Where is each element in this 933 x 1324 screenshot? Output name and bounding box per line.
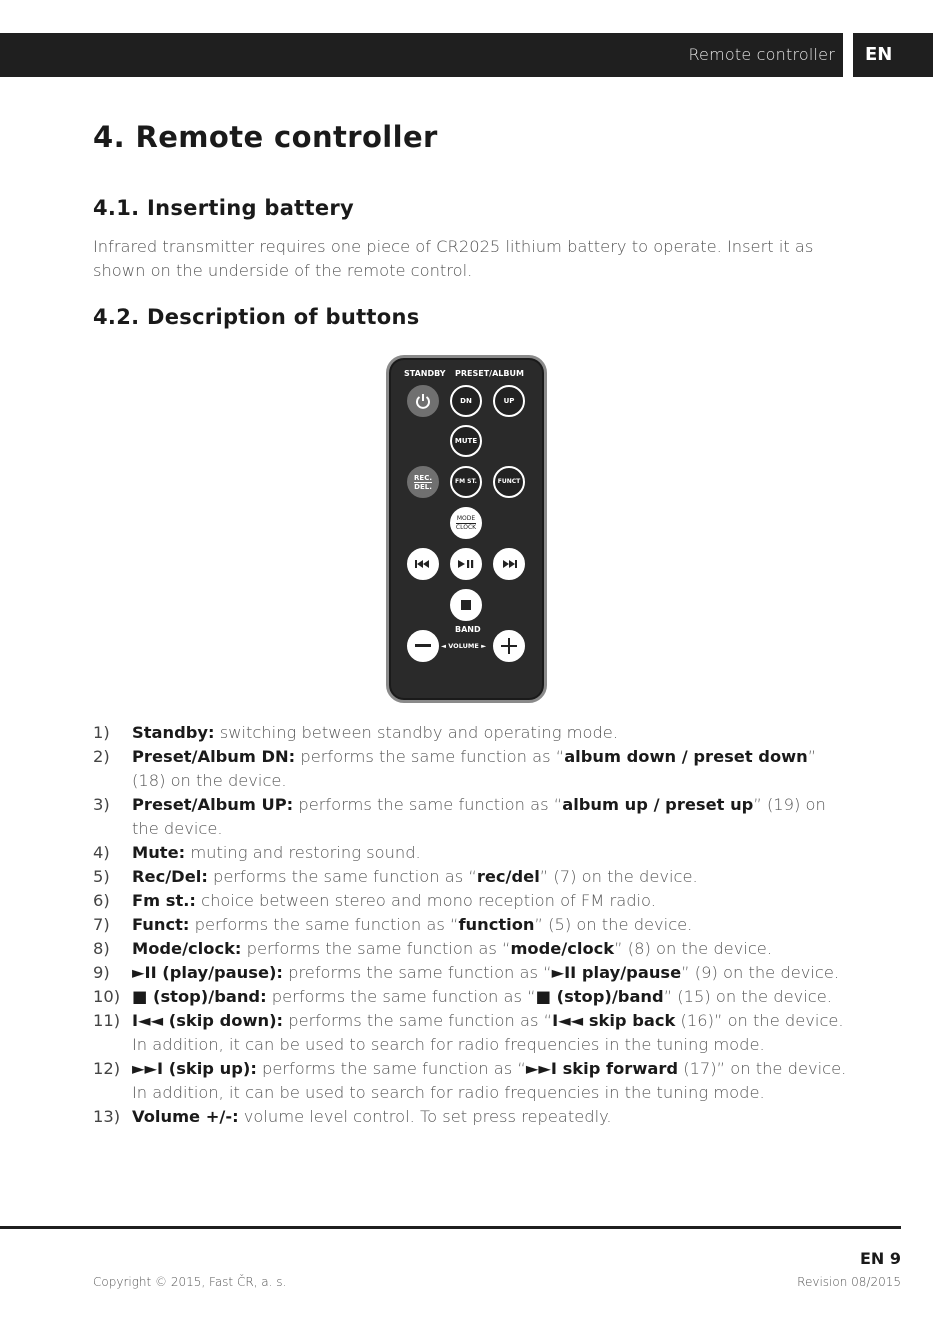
header-lang-badge: EN	[853, 33, 933, 77]
remote-standby-button	[407, 385, 439, 417]
header-section-title: Remote controller	[688, 45, 835, 64]
minus-icon	[415, 644, 431, 648]
remote-funct-button: FUNCT	[493, 466, 525, 498]
list-item-text-tail: ” (5) on the device.	[534, 915, 693, 934]
list-item-text: volume level control. To set press repeatedly.	[238, 1107, 612, 1126]
list-item-text-tail: (16)” on the device. In addition, it can be used to search for radio frequencies in the tuning mode.	[132, 1011, 844, 1054]
list-item-number: 13)	[93, 1107, 121, 1126]
list-item	[93, 985, 853, 1009]
list-item-text: switching between standby and operating mode.	[214, 723, 619, 742]
list-item-device-button: album down / preset down	[564, 747, 808, 766]
remote-label-preset-album: PRESET/ALBUM	[455, 369, 524, 378]
list-item-text: performs the same function as “	[293, 795, 563, 814]
list-item	[93, 937, 853, 961]
list-item-label: Mute:	[132, 843, 186, 862]
list-item-device-button: ►►I skip forward	[525, 1059, 679, 1078]
list-item-number: 2)	[93, 747, 110, 766]
remote-skip-forward-button	[493, 548, 525, 580]
list-item-text-tail: ” (8) on the device.	[614, 939, 772, 958]
play-pause-icon	[458, 559, 474, 569]
remote-stop-button	[450, 589, 482, 621]
list-item	[93, 913, 853, 937]
list-item-label: Rec/Del:	[132, 867, 208, 886]
list-item-text-tail: (17)” on the device. In addition, it can be used to search for radio frequencies in the tuning mode.	[132, 1059, 847, 1102]
remote-mute-button: MUTE	[450, 425, 482, 457]
list-item-label: I◄◄ (skip down):	[132, 1011, 284, 1030]
plus-icon	[501, 638, 517, 654]
revision-text: Revision 08/2015	[797, 1275, 901, 1289]
remote-control-illustration	[386, 355, 547, 703]
header-bar	[0, 33, 843, 77]
stop-icon	[461, 600, 471, 610]
list-item-number: 12)	[93, 1059, 121, 1078]
footer-divider	[0, 1226, 901, 1229]
list-item-text: performs the same function as “	[207, 867, 477, 886]
list-item	[93, 961, 853, 985]
list-item-label: ■ (stop)/band:	[132, 987, 267, 1006]
list-item	[93, 745, 853, 793]
remote-rec-label: REC.	[414, 473, 432, 482]
list-item-device-button: album up / preset up	[562, 795, 754, 814]
section-title-battery: 4.1. Inserting battery	[93, 196, 355, 220]
list-item-label: Fm st.:	[132, 891, 196, 910]
remote-volume-plus-button	[493, 630, 525, 662]
power-icon	[414, 392, 432, 410]
list-item-text: preforms the same function as “	[282, 963, 552, 982]
remote-up-button: UP	[493, 385, 525, 417]
list-item-text-tail: ” (7) on the device.	[539, 867, 698, 886]
page-number: EN 9	[859, 1249, 901, 1268]
button-description-list	[93, 721, 853, 1129]
list-item-text: performs the same function as “	[266, 987, 536, 1006]
list-item	[93, 865, 853, 889]
list-item-number: 11)	[93, 1011, 121, 1030]
list-item-label: Preset/Album UP:	[132, 795, 294, 814]
list-item-device-button: I◄◄ skip back	[552, 1011, 676, 1030]
list-item-text: performs the same function as “	[256, 1059, 526, 1078]
copyright-text: Copyright © 2015, Fast ČR, a. s.	[93, 1275, 287, 1289]
remote-rec-del-button	[407, 466, 439, 498]
remote-skip-back-button	[407, 548, 439, 580]
list-item-text-tail: ” (15) on the device.	[663, 987, 832, 1006]
list-item-number: 6)	[93, 891, 110, 910]
list-item-device-button: mode/clock	[510, 939, 615, 958]
remote-play-pause-button	[450, 548, 482, 580]
list-item-text-tail: ” (18) on the device.	[132, 747, 817, 790]
list-item-number: 1)	[93, 723, 110, 742]
list-item	[93, 1057, 853, 1105]
section-title-buttons: 4.2. Description of buttons	[93, 305, 420, 329]
list-item-label: ►II (play/pause):	[132, 963, 283, 982]
list-item-device-button: rec/del	[476, 867, 540, 886]
list-item-label: Volume +/-:	[132, 1107, 239, 1126]
list-item-device-button: function	[458, 915, 535, 934]
list-item-number: 8)	[93, 939, 110, 958]
list-item-label: Preset/Album DN:	[132, 747, 296, 766]
list-item-text-tail: ” (19) on the device.	[132, 795, 826, 838]
list-item-text: performs the same function as “	[189, 915, 459, 934]
list-item-label: Mode/clock:	[132, 939, 242, 958]
remote-mode-clock-button	[450, 507, 482, 539]
list-item	[93, 841, 853, 865]
remote-dn-button: DN	[450, 385, 482, 417]
list-item	[93, 721, 853, 745]
list-item-device-button: ■ (stop)/band	[535, 987, 664, 1006]
list-item	[93, 1009, 853, 1057]
list-item	[93, 793, 853, 841]
list-item-text: muting and restoring sound.	[185, 843, 421, 862]
list-item-text: choice between stereo and mono reception of FM radio.	[195, 891, 656, 910]
remote-volume-minus-button	[407, 630, 439, 662]
list-item-label: Funct:	[132, 915, 190, 934]
page-title: 4. Remote controller	[93, 120, 438, 154]
list-item-number: 5)	[93, 867, 110, 886]
remote-del-label: DEL.	[414, 482, 432, 491]
list-item-text-tail: ” (9) on the device.	[681, 963, 840, 982]
list-item-label: ►►I (skip up):	[132, 1059, 257, 1078]
remote-label-band: BAND	[455, 625, 481, 634]
list-item-text: performs the same function as “	[283, 1011, 553, 1030]
list-item-label: Standby:	[132, 723, 215, 742]
list-item-number: 7)	[93, 915, 110, 934]
skip-back-icon	[415, 559, 431, 569]
remote-fmst-button: FM ST.	[450, 466, 482, 498]
remote-label-standby: STANDBY	[404, 369, 446, 378]
list-item-number: 4)	[93, 843, 110, 862]
list-item-device-button: ►II play/pause	[551, 963, 682, 982]
list-item-number: 10)	[93, 987, 121, 1006]
skip-forward-icon	[501, 559, 517, 569]
list-item-text: performs the same function as “	[241, 939, 511, 958]
battery-text: Infrared transmitter requires one piece of CR2025 lithium battery to operate. Insert it as shown on the underside of the remote control.	[93, 237, 814, 280]
remote-clock-label: CLOCK	[455, 523, 477, 531]
list-item	[93, 1105, 853, 1129]
list-item-number: 3)	[93, 795, 110, 814]
list-item-number: 9)	[93, 963, 110, 982]
list-item	[93, 889, 853, 913]
list-item-text: performs the same function as “	[295, 747, 565, 766]
remote-mode-label: MODE	[456, 514, 476, 522]
remote-label-volume: ◄ VOLUME ►	[441, 642, 487, 650]
